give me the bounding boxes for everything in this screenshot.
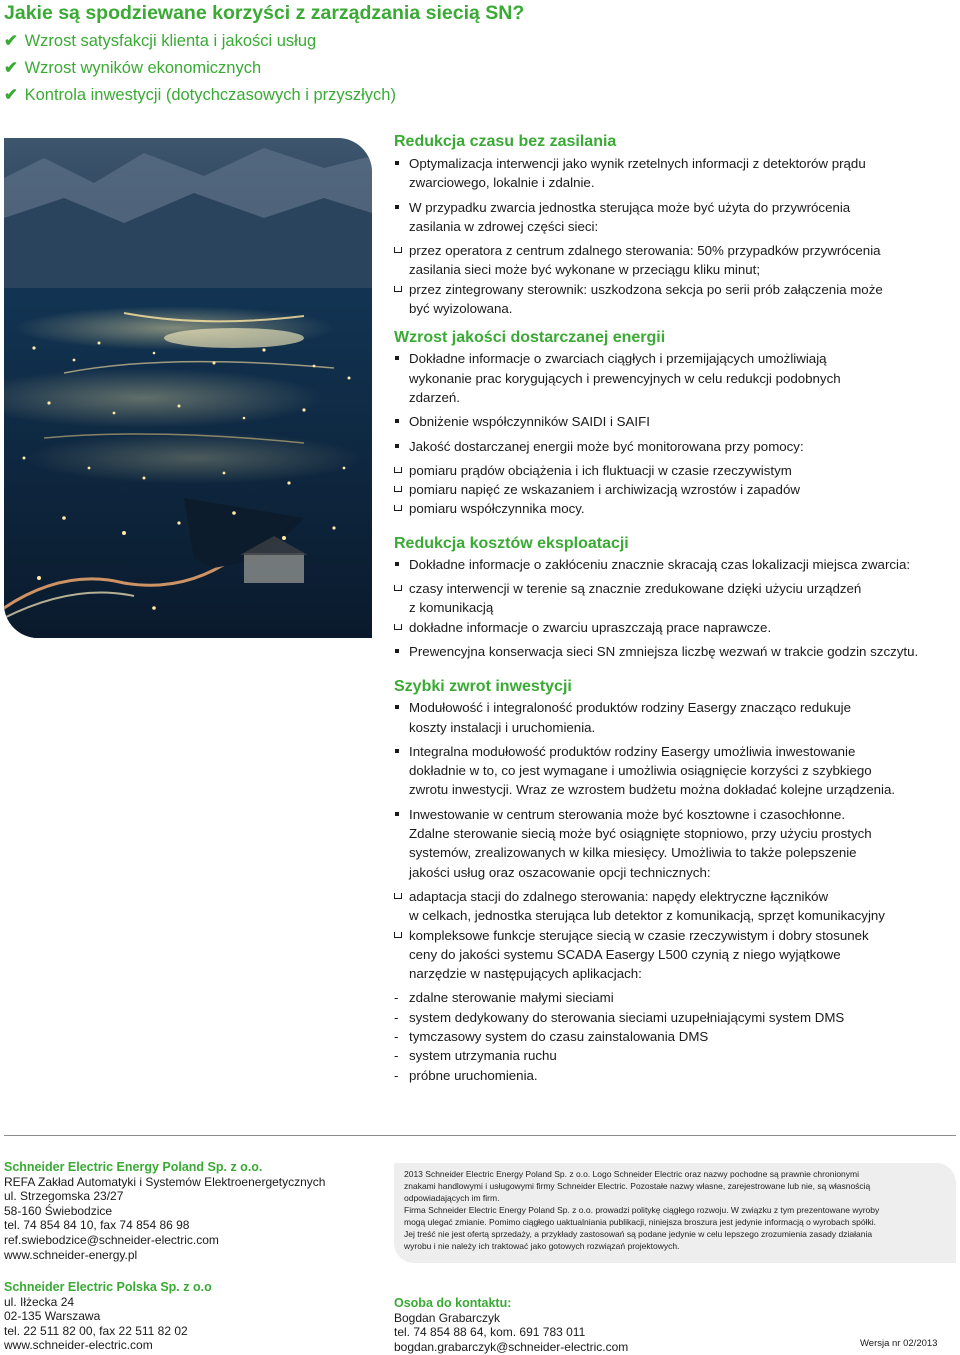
bullet-item: Dokładne informacje o zwarciach ciągłych i przemijających umożliwiają wykonanie prac korygujących i prewencyjnych w celu redukcji podobnych zdarzeń. — [394, 349, 960, 407]
sub-bullet-item: czasy interwencji w terenie są znacznie zredukowane dzięki użyciu urządzeń z komunikacją — [394, 579, 960, 618]
contact-energy-poland: Schneider Electric Energy Poland Sp. z o.o. REFA Zakład Automatyki i Systemów Elektroenergetycznych ul. Strzegomska 23/27 58-160 Świebodzice tel. 74 854 84 10, fax 74 854 86 98 ref.swiebodzice@schneider-electric.com www.schneider-energy.pl — [4, 1160, 326, 1262]
legal-notice: 2013 Schneider Electric Energy Poland Sp. z o.o. Logo Schneider Electric oraz nazwy pochodne są prawnie chronionymi znakami handlowymi i usługowymi firmy Schneider Electric. Pozostałe nazwy własne, zarejestrowane lub nie, są własnością odpowiadających im firm. Firma Schneider Electric Energy Poland Sp. z o.o. prowadzi politykę ciągłego rozwoju. W związku z tym prezentowane wyroby mogą ulegać zmianie. Pomimo ciągłego uaktualniania publikacji, niniejsza broszura jest jedynie informacją o wyrobach spółki. Jej treść nie jest ofertą sprzedaży, a przykłady zastosowań są podane jedynie w celu lepszego zrozumienia zasady działania wyrobu i nie należy ich traktować jako gotowych rozwiązań projektowych. — [394, 1163, 956, 1263]
sub-bullet-item: pomiaru współczynnika mocy. — [394, 499, 960, 518]
benefit-item: ✔ Wzrost wyników ekonomicznych — [4, 59, 262, 77]
section-heading: Redukcja kosztów eksploatacji — [394, 534, 629, 552]
section-heading: Szybki zwrot inwestycji — [394, 678, 572, 696]
benefit-item: ✔ Wzrost satysfakcji klienta i jakości usług — [4, 32, 317, 50]
email-link[interactable]: bogdan.grabarczyk@schneider-electric.com — [394, 1339, 629, 1354]
company-name: Schneider Electric Polska Sp. z o.o — [4, 1280, 212, 1294]
content-column — [394, 131, 960, 1085]
contact-person: Osoba do kontaktu: Bogdan Grabarczyk tel. 74 854 88 64, kom. 691 783 011 bogdan.grabarczyk@schneider-electric.com — [394, 1296, 629, 1354]
sub-bullet-item: pomiaru napięć ze wskazaniem i archiwizacją wzrostów i zapadów — [394, 480, 960, 499]
website-link[interactable]: www.schneider-energy.pl — [4, 1247, 138, 1262]
checkmark-icon: ✔ — [4, 59, 18, 77]
sub-bullet-item: przez zintegrowany sterownik: uszkodzona sekcja po serii prób załączenia może być wyizolowana. — [394, 280, 960, 319]
bullet-item: Integralna modułowość produktów rodziny Easergy umożliwia inwestowanie dokładnie w to, co jest wymagane i umożliwia osiągnięcie korzyści z szybkiego zwrotu inwestycji. Wraz ze wzrostem budżetu można dokładać kolejne urządzenia. — [394, 742, 960, 800]
sub-bullet-item: kompleksowe funkcje sterujące siecią w czasie rzeczywistym i dobry stosunek ceny do jakości systemu SCADA Easergy L500 czynią z niego wyjątkowe narzędzie w następujących aplikacjach: — [394, 926, 960, 984]
email-link[interactable]: ref.swiebodzice@schneider-electric.com — [4, 1232, 219, 1247]
dash-item: - system dedykowany do sterowania sieciami uzupełniającymi system DMS — [394, 1008, 960, 1027]
checkmark-icon: ✔ — [4, 32, 18, 50]
version-label: Wersja nr 02/2013 — [860, 1338, 938, 1349]
page-title: Jakie są spodziewane korzyści z zarządzania siecią SN? — [4, 2, 525, 24]
section-heading: Wzrost jakości dostarczanej energii — [394, 329, 666, 347]
city-night-photo — [4, 138, 372, 638]
dash-item: - zdalne sterowanie małymi sieciami — [394, 988, 960, 1007]
bullet-item: W przypadku zwarcia jednostka sterująca może być użyta do przywrócenia zasilania w zdrowej części sieci: — [394, 198, 960, 237]
contact-polska: Schneider Electric Polska Sp. z o.o ul. Iłżecka 24 02-135 Warszawa tel. 22 511 82 00, fax 22 511 82 02 www.schneider-electric.com — [4, 1280, 212, 1353]
website-link[interactable]: www.schneider-electric.com — [4, 1338, 153, 1353]
dash-item: - tymczasowy system do czasu zainstalowania DMS — [394, 1027, 960, 1046]
bullet-item: Obniżenie współczynników SAIDI i SAIFI — [394, 412, 960, 431]
sub-bullet-item: dokładne informacje o zwarciu upraszczają prace naprawcze. — [394, 618, 960, 637]
bullet-item: Dokładne informacje o zakłóceniu znacznie skracają czas lokalizacji miejsca zwarcia: — [394, 555, 960, 574]
footer-divider — [4, 1135, 956, 1136]
contact-heading: Osoba do kontaktu: — [394, 1296, 512, 1310]
company-name: Schneider Electric Energy Poland Sp. z o.o. — [4, 1160, 263, 1174]
bullet-item: Modułowość i integraloność produktów rodziny Easergy znacząco redukuje koszty instalacji i uruchomienia. — [394, 698, 960, 737]
bullet-item: Optymalizacja interwencji jako wynik rzetelnych informacji z detektorów prądu zwarciowego, lokalnie i zdalnie. — [394, 154, 960, 193]
bullet-item: Inwestowanie w centrum sterowania może być kosztowne i czasochłonne. Zdalne sterowanie siecią może być osiągnięte stopniowo, przy użyciu prostych systemów, zrealizowanych w kilka miesięcy. Umożliwia to także polepszenie jakości usług oraz oszacowanie opcji technicznych: — [394, 805, 960, 882]
dash-item: - system utrzymania ruchu — [394, 1046, 960, 1065]
bullet-item: Jakość dostarczanej energii może być monitorowana przy pomocy: — [394, 437, 960, 456]
section-heading: Redukcja czasu bez zasilania — [394, 133, 617, 150]
sub-bullet-item: adaptacja stacji do zdalnego sterowania: napędy elektryczne łączników w celkach, jednostka sterująca lub detektor z komunikacją, sprzęt komunikacyjny — [394, 887, 960, 926]
bullet-item: Prewencyjna konserwacja sieci SN zmniejsza liczbę wezwań w trakcie godzin szczytu. — [394, 642, 960, 661]
checkmark-icon: ✔ — [4, 86, 18, 104]
dash-item: - próbne uruchomienia. — [394, 1066, 960, 1085]
benefit-item: ✔ Kontrola inwestycji (dotychczasowych i przyszłych) — [4, 86, 396, 104]
sub-bullet-item: pomiaru prądów obciążenia i ich fluktuacji w czasie rzeczywistym — [394, 461, 960, 480]
sub-bullet-item: przez operatora z centrum zdalnego sterowania: 50% przypadków przywrócenia zasilania sieci może być wykonane w przeciągu kliku minut; — [394, 241, 960, 280]
